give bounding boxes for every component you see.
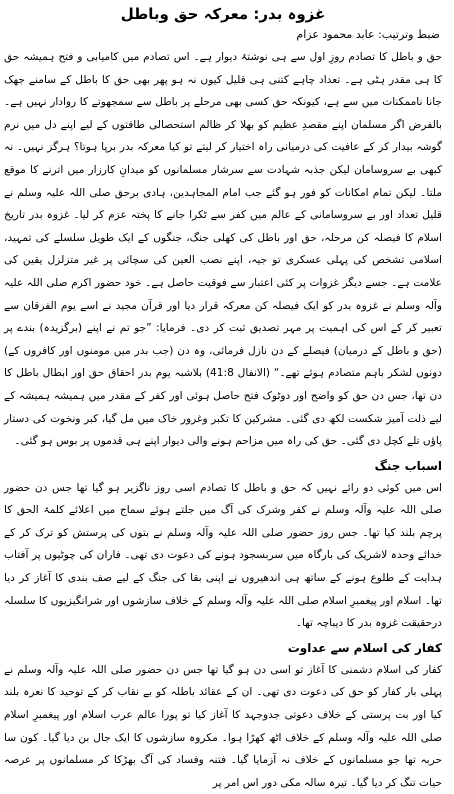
section-paragraph-enmity-of-disbelievers: کفار کی اسلام دشمنی کا آغاز تو اسی دن ہو گیا تھا جس دن حضور صلی اللہ علیہ وآلہ وسلم نے پہلی بار کفار کو حق کی دعوت دی تھی۔ ان کے عقائد باطلہ کو بے نقاب کر کے توحید کا نعرہ بلند کیا اور بت پرستی کے خلاف دعوتی جدوجہد کا آغاز کیا تو پورا عالم عرب اسلام اور پیغمبرِ اسلام صلی اللہ علیہ وآلہ وسلم کے خلاف اٹھ کھڑا ہوا۔ مکروہ سازشوں کا ایک جال بن دیا گیا۔ کون سا حربہ تھا جو مسلمانوں کے خلاف نہ آزمایا گیا۔ فتنہ وفساد کی آگ بھڑکا کر مسلمانوں پر عرصہ حیات تنگ کر دیا گیا۔ تیرہ سالہ مکی دور اس امر پر [4, 663, 442, 789]
section-heading-causes-of-war: اسباب جنگ [374, 458, 442, 473]
section-paragraph-causes-of-war: اس میں کوئی دو رائے نہیں کہ حق و باطل کا تصادم اسی روز ناگزیر ہو گیا تھا جس دن حضور صلی اللہ علیہ وآلہ وسلم نے کفر وشرک کی آگ میں جلتے ہوئے سماج میں اعلائے کلمۃ الحق کا پرچم بلند کیا تھا۔ جس روز حضور صلی اللہ علیہ وآلہ وسلم نے بتوں کی پرستش کو ترک کر کے خدائے وحدہ لاشریک کی بارگاہ میں سربسجود ہونے کی دعوت دی تھی۔ فاران کی چوٹیوں پر آفتاب ہدایت کے طلوع ہونے کے ساتھ ہی اندھیروں نے اپنی بقا کی جنگ کے لیے صف بندی کا آغاز کر دیا تھا۔ اسلام اور پیغمبرِ اسلام صلی اللہ علیہ وآلہ وسلم کے خلاف سازشوں اور شرانگیزیوں کا سلسلہ درحقیقت غزوہ بدر کا دیباچہ تھا۔ [4, 481, 442, 630]
article-byline: ضبط وترتیب: عابد محمود عزام [296, 28, 440, 41]
intro-paragraph: حق و باطل کا تصادم روزِ اول سے ہی نوشتۂ دیوار ہے۔ اس تصادم میں کامیابی و فتح ہمیشہ حق کا ہی مقدر ہٹی ہے۔ تعداد چاہے کتنی ہی قلیل کیوں نہ ہو پھر بھی حق کا باطل کے سامنے جھک جانا ناممکنات میں سے ہے، کیونکہ حق کسی بھی مرحلے پر باطل سے سمجھوتے کا روادار نہیں ہے۔ بالفرض اگر مسلمان اپنے مقصدِ عظیم کو بھلا کر ظالم استحصالی طاقتوں کے لیے اپنے دل میں نرم گوشہ بیدار کر کے عافیت کی درمیانی راہ اختیار کر لیتے تو کیا معرکہ بدر برپا ہوتا؟ ہرگز نہیں۔ نہ کبھی بے سروسامان لیکن جذبہ شہادت سے سرشار مسلمانوں کو میدانِ کارزار میں اترنے کا موقع ملتا۔ لیکن تمام امکانات کو فور ہو گئے جب امام المجاہدین، ہادی برحق صلی اللہ علیہ وسلم نے قلیل تعداد اور بے سروسامانی کے عالم میں کفر سے ٹکرا جانے کا پختہ عزم کر لیا۔ غزوہ بدر تاریخ اسلام کا فیصلہ کن مرحلہ، حق اور باطل کی کھلی جنگ، جنگوں کے ایک طویل سلسلے کی تمہید، اسلامی تشخص کی پہلی عسکری تو جیہ، اپنے نصب العین کی سچائی پر غیر متزلزل یقین کی علامت ہے۔ جسے دیگر غزوات پر کئی اعتبار سے فوقیت حاصل ہے۔ خود حضور اکرم صلی اللہ علیہ وآلہ وسلم نے غزوہ بدر کو ایک فیصلہ کن معرکہ قرار دیا اور قرآن مجید نے اسے یوم الفرقان سے تعبیر کر کے اس کی اہمیت پر مہر تصدیق ثبت کر دی۔ فرمایا: ”جو تم نے اپنے (برگزیدہ) بندے پر (حق و باطل کے درمیان) فیصلے کے دن نازل فرمائی، وہ دن (جب بدر میں مومنوں اور کافروں کے) دونوں لشکر باہم متصادم ہوئے تھے۔“ (الانفال 41:8) بلاشبہ یوم بدر احقاق حق اور ابطال باطل کا دن تھا، جس دن حق کو واضح اور دوٹوک فتح حاصل ہوئی اور کفر کے مقدر میں ہمیشہ ہمیشہ کے لیے ذلت آمیز شکست لکھ دی گئی۔ مشرکین کا تکبر وغرور خاک میں مل گیا، کبر ونخوت کی دستار پاؤں تلے کچل دی گئی۔ حق کی راہ میں مزاحم ہونے والی دیوار اپنے ہی قدموں پر بوس ہو گئی۔ [4, 51, 442, 448]
article-title: غزوہ بدر: معرکہ حق وباطل [120, 5, 326, 23]
section-heading-enmity-of-disbelievers: کفار کی اسلام سے عداوت [287, 640, 442, 655]
